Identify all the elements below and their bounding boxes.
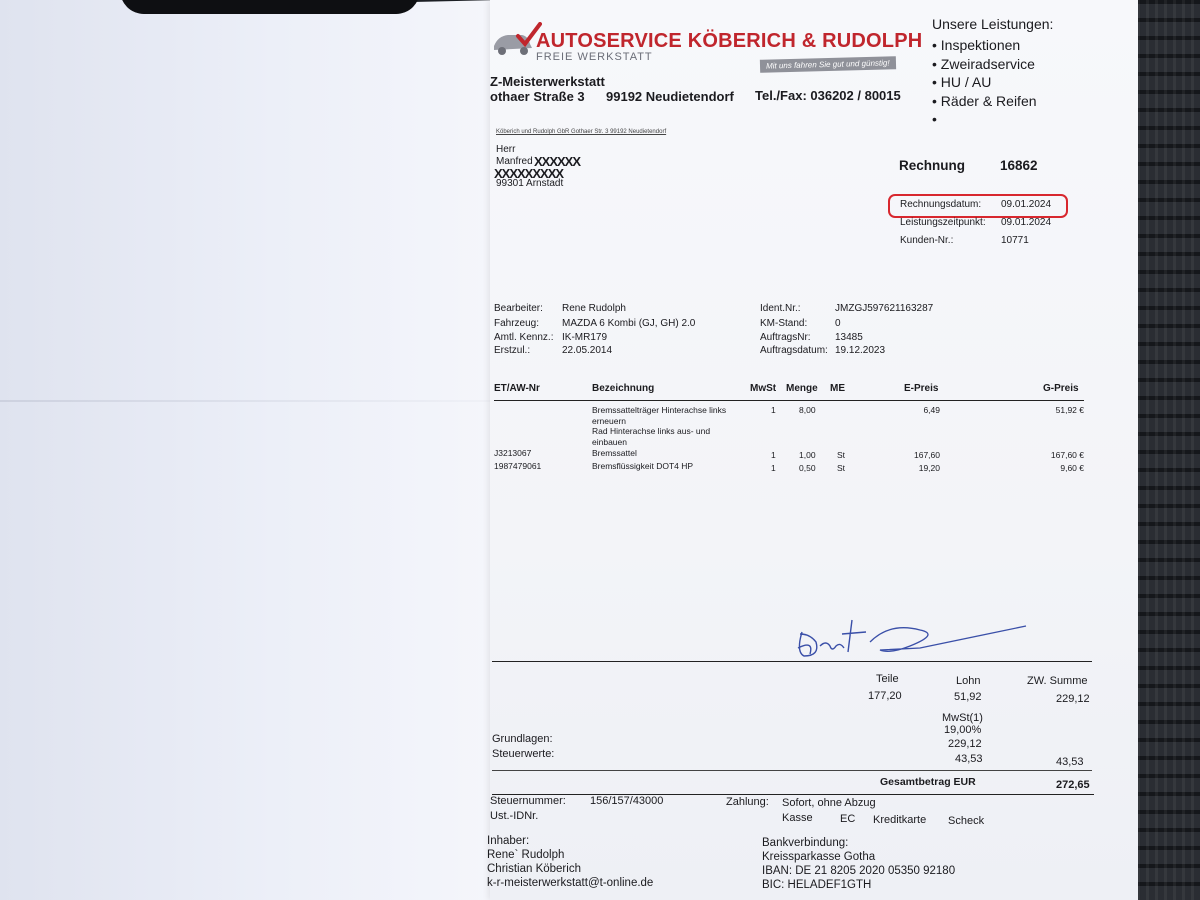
- zahlung-label: Zahlung:: [726, 796, 769, 808]
- gesamt-value: 272,65: [1056, 779, 1090, 791]
- company-phone: Tel./Fax: 036202 / 80015: [755, 88, 901, 103]
- zw-summe-label: ZW. Summe: [1027, 675, 1088, 687]
- auftragsdatum-value: 19.12.2023: [835, 345, 886, 356]
- km-label: KM-Stand:: [760, 318, 808, 329]
- steuerwerte-value: 43,53: [955, 753, 983, 765]
- handwritten-signature: [790, 612, 1040, 664]
- kennzeichen-label: Amtl. Kennz.:: [494, 332, 554, 343]
- service-item: •: [932, 111, 937, 127]
- teile-value: 177,20: [868, 690, 902, 702]
- company-city: 99192 Neudietendorf: [606, 89, 734, 104]
- customer-no-label: Kunden-Nr.:: [900, 235, 954, 246]
- invoice-page: [487, 0, 1138, 900]
- recipient-redacted-street: XXXXXXXXX: [494, 166, 564, 181]
- row1-gpreis: 51,92 €: [1055, 405, 1084, 415]
- folded-back-page: [0, 0, 500, 900]
- row3-nr: 1987479061: [494, 461, 542, 471]
- auftrag-label: AuftragsNr:: [760, 332, 811, 343]
- teile-label: Teile: [876, 673, 899, 685]
- col-header-mwst: MwSt: [750, 383, 777, 394]
- email: k-r-meisterwerkstatt@t-online.de: [487, 877, 654, 889]
- ustid-label: Ust.-IDNr.: [490, 810, 539, 822]
- company-slogan: Mit uns fahren Sie gut und günstig!: [760, 56, 896, 73]
- invoice-date: 09.01.2024: [1001, 199, 1052, 210]
- row1-epreis: 6,49: [923, 405, 940, 415]
- auftragsdatum-label: Auftragsdatum:: [760, 345, 828, 356]
- col-header-menge: Menge: [786, 383, 818, 394]
- row3-me: St: [837, 463, 846, 473]
- fahrzeug-value: MAZDA 6 Kombi (GJ, GH) 2.0: [562, 318, 696, 329]
- ident-value: JMZGJ597621163287: [835, 303, 934, 314]
- row2-menge: 1,00: [799, 450, 816, 460]
- service-item: • HU / AU: [932, 74, 992, 90]
- bank-label: Bankverbindung:: [762, 837, 849, 849]
- ident-label: Ident.Nr.:: [760, 303, 801, 314]
- table-header-rule: [494, 400, 1084, 401]
- row3-desc: Bremsflüssigkeit DOT4 HP: [592, 461, 694, 471]
- totals-rule: [492, 661, 1092, 662]
- sender-line: Köberich und Rudolph GbR Gothaer Str. 3 99192 Neudietendorf: [496, 129, 667, 135]
- grundlagen-value: 229,12: [948, 738, 982, 750]
- kennzeichen-value: IK-MR179: [562, 332, 608, 343]
- mwst-label: MwSt(1): [942, 712, 983, 724]
- customer-no: 10771: [1001, 235, 1029, 246]
- company-name: AUTOSERVICE KÖBERICH & RUDOLPH: [536, 30, 923, 52]
- company-subtitle: FREIE WERKSTATT: [536, 51, 653, 63]
- zahlung-value: Sofort, ohne Abzug: [782, 797, 876, 809]
- row3-mwst: 1: [771, 463, 776, 473]
- services-title: Unsere Leistungen:: [932, 16, 1054, 32]
- col-header-gpreis: G-Preis: [1043, 383, 1079, 394]
- car-check-logo-icon: [492, 22, 542, 58]
- dark-object: [120, 0, 420, 14]
- inhaber-label: Inhaber:: [487, 835, 530, 847]
- inhaber-1: Rene` Rudolph: [487, 849, 565, 861]
- mwst-rate: 19,00%: [944, 724, 982, 736]
- bank-name: Kreissparkasse Gotha: [762, 851, 876, 863]
- inhaber-block: [487, 834, 653, 890]
- row2-gpreis: 167,60 €: [1050, 450, 1084, 460]
- row3-menge: 0,50: [799, 463, 816, 473]
- row3-epreis: 19,20: [918, 463, 940, 473]
- auftrag-value: 13485: [835, 332, 863, 343]
- invoice-date-label: Rechnungsdatum:: [900, 199, 982, 210]
- erstzulassung-value: 22.05.2014: [562, 345, 613, 356]
- workshop-title: Z-Meisterwerkstatt: [490, 74, 605, 89]
- bearbeiter-value: Rene Rudolph: [562, 303, 626, 314]
- col-header-epreis: E-Preis: [904, 383, 939, 394]
- page-fold: [0, 400, 500, 402]
- gesamt-rule: [492, 794, 1094, 795]
- steuernummer-label: Steuernummer:: [490, 795, 566, 807]
- recipient-salutation: Herr: [496, 144, 516, 155]
- payment-scheck: Scheck: [948, 815, 985, 827]
- row2-me: St: [837, 450, 846, 460]
- bic: BIC: HELADEF1GTH: [762, 879, 872, 891]
- payment-kasse: Kasse: [782, 812, 813, 824]
- lohn-label: Lohn: [956, 675, 981, 687]
- steuer-total: 43,53: [1056, 756, 1084, 768]
- gesamt-label: Gesamtbetrag EUR: [880, 776, 976, 788]
- col-header-me: ME: [830, 383, 845, 394]
- row2-mwst: 1: [771, 450, 776, 460]
- recipient-redacted-name: XXXXXX: [534, 154, 581, 169]
- steuernummer-value: 156/157/43000: [590, 795, 664, 807]
- col-header-bezeichnung: Bezeichnung: [592, 383, 655, 394]
- service-item: • Inspektionen: [932, 37, 1021, 53]
- service-date-label: Leistungszeitpunkt:: [900, 217, 986, 228]
- iban: IBAN: DE 21 8205 2020 05350 92180: [762, 865, 956, 877]
- recipient-city: 99301 Arnstadt: [496, 178, 564, 189]
- payment-ec: EC: [840, 813, 856, 825]
- service-item: • Räder & Reifen: [932, 92, 1037, 109]
- steuerwerte-label: Steuerwerte:: [492, 748, 555, 760]
- row2-epreis: 167,60: [914, 450, 940, 460]
- service-item: • Zweiradservice: [932, 55, 1035, 72]
- inhaber-2: Christian Köberich: [487, 863, 581, 875]
- col-header-nr: ET/AW-Nr: [494, 383, 540, 394]
- km-value: 0: [835, 318, 841, 329]
- payment-kreditkarte: Kreditkarte: [873, 814, 927, 826]
- steuer-rule: [492, 770, 1092, 771]
- invoice-label: Rechnung: [899, 158, 965, 173]
- invoice-number: 16862: [1000, 158, 1038, 173]
- recipient-first-name: Manfred: [496, 156, 533, 167]
- bearbeiter-label: Bearbeiter:: [494, 303, 543, 314]
- table-row-desc: Bremssattelträger Hinterachse links erneuern Rad Hinterachse links aus- und einbauen: [592, 405, 727, 447]
- row3-gpreis: 9,60 €: [1060, 463, 1084, 473]
- fahrzeug-label: Fahrzeug:: [494, 318, 540, 329]
- services-list: [932, 36, 1037, 129]
- zw-summe-value: 229,12: [1056, 693, 1090, 705]
- service-date: 09.01.2024: [1001, 217, 1052, 228]
- lohn-value: 51,92: [954, 691, 982, 703]
- row1-menge: 8,00: [799, 405, 816, 415]
- row2-nr: J3213067: [494, 448, 532, 458]
- row1-mwst: 1: [771, 405, 776, 415]
- grundlagen-label: Grundlagen:: [492, 733, 553, 745]
- bank-block: [762, 836, 955, 892]
- company-street: othaer Straße 3: [490, 89, 585, 104]
- erstzulassung-label: Erstzul.:: [494, 345, 531, 356]
- row2-desc: Bremssattel: [592, 448, 637, 458]
